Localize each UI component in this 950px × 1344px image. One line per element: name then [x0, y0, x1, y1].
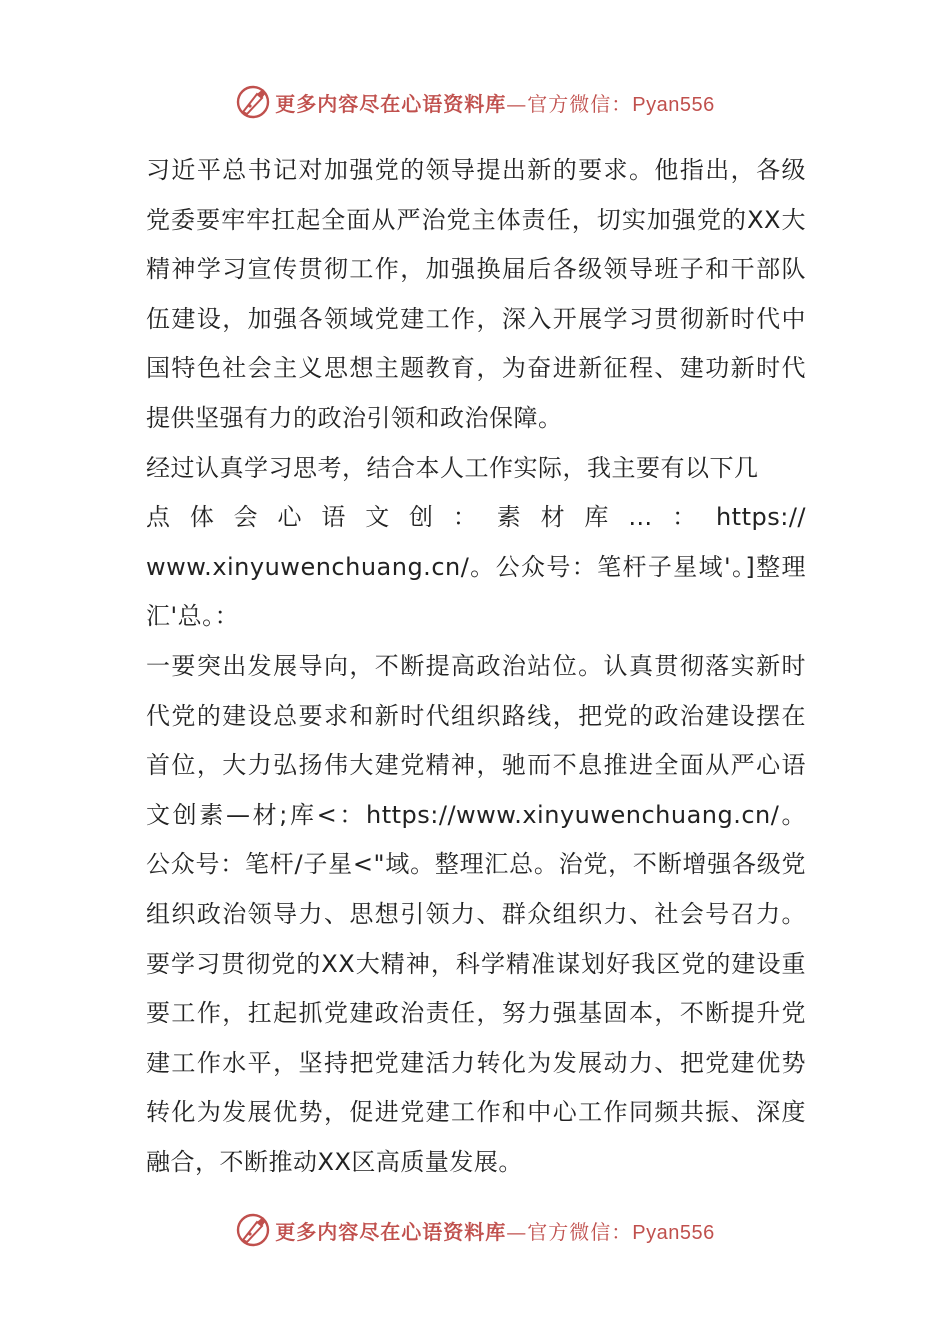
- header-banner-text: [275, 88, 714, 117]
- paragraph-point-one: 一要突出发展导向，不断提高政治站位。认真贯彻落实新时代党的建设总要求和新时代组织路线，把党的政治建设摆在首位，大力弘扬伟大建党精神，驰而不息推进全面从严心语文创素—材;库<：https://www.xinyuwenchuang.cn/。公众号：笔杆/子星<"域。整理汇总。治党，不断增强各级党组织政治领导力、思想引领力、群众组织力、社会号召力。要学习贯彻党的XX大精神，科学精准谋划好我区党的建设重要工作，扛起抓党建政治责任，努力强基固本，不断提升党建工作水平，坚持把党建活力转化为发展动力、把党建优势转化为发展优势，促进党建工作和中心工作同频共振、深度融合，不断推动XX区高质量发展。: [146, 651, 806, 1176]
- paragraph-url-line: www.xinyuwenchuang.cn/。公众号：笔杆子星域'。]整理汇'总。：: [146, 552, 806, 631]
- header-dash: —: [506, 91, 528, 116]
- footer-dash: —: [506, 1219, 528, 1244]
- spread-line-text: 点体会心语文创：素材库…：https://: [146, 503, 806, 532]
- pen-nib-logo-icon: [235, 84, 271, 120]
- footer-banner-text: [275, 1216, 714, 1245]
- footer-banner: [0, 1208, 950, 1252]
- document-body: [146, 146, 806, 1187]
- header-contact-id: Pyan556: [632, 93, 715, 116]
- paragraph-reflection-lead: 经过认真学习思考，结合本人工作实际，我主要有以下几: [146, 453, 759, 482]
- footer-contact-label: 官方微信：: [527, 1219, 633, 1244]
- header-banner: [0, 80, 950, 124]
- footer-brand: 更多内容尽在心语资料库: [275, 1219, 507, 1244]
- pen-nib-logo-icon: [235, 1212, 271, 1248]
- paragraph-intro: 习近平总书记对加强党的领导提出新的要求。他指出，各级党委要牢牢扛起全面从严治党主体责任，切实加强党的XX大精神学习宣传贯彻工作，加强换届后各级领导班子和干部队伍建设，加强各领域党建工作，深入开展学习贯彻新时代中国特色社会主义思想主题教育，为奋进新征程、建功新时代提供坚强有力的政治引领和政治保障。: [146, 156, 806, 432]
- paragraph-spread-line: [146, 493, 806, 543]
- header-contact-label: 官方微信：: [527, 91, 633, 116]
- header-brand: 更多内容尽在心语资料库: [275, 91, 507, 116]
- footer-contact-id: Pyan556: [632, 1221, 715, 1244]
